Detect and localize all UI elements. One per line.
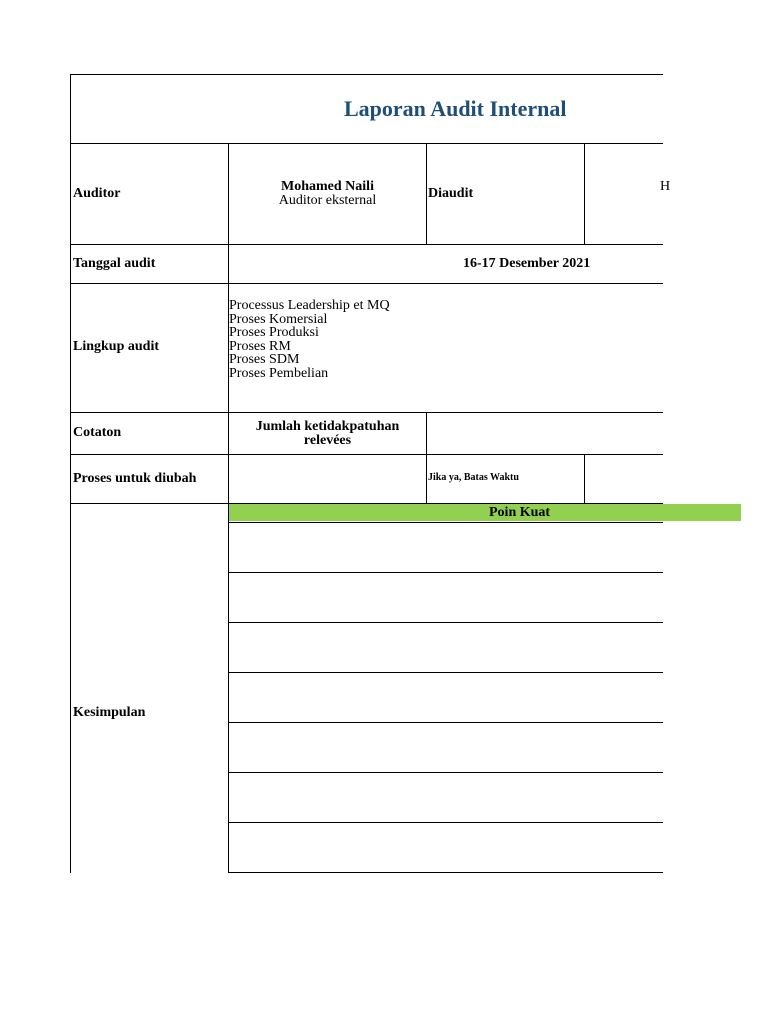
auditor-name: Mohamed Naili bbox=[281, 179, 374, 194]
jumlah-ketidakpatuhan-label bbox=[229, 420, 426, 447]
grid-line-5 bbox=[228, 722, 663, 723]
lingkup-list bbox=[229, 299, 390, 380]
title-bottom-border bbox=[70, 143, 663, 144]
auditor-value-col-border bbox=[426, 143, 427, 244]
lingkup-item: Proses Pembelian bbox=[229, 365, 329, 381]
grid-line-4 bbox=[228, 672, 663, 673]
grid-line-1 bbox=[228, 522, 663, 523]
grid-line-3 bbox=[228, 622, 663, 623]
label-col-border bbox=[228, 143, 229, 873]
jumlah-line-1: Jumlah ketidakpatuhan bbox=[255, 419, 400, 434]
grid-line-6 bbox=[228, 772, 663, 773]
jumlah-line-2: relevées bbox=[303, 432, 352, 448]
lingkup-item: Proses Produksi bbox=[229, 325, 319, 340]
proses-col-border-2 bbox=[584, 454, 585, 503]
jika-ya-label: Jika ya, Batas Waktu bbox=[428, 472, 519, 483]
proses-col-border-1 bbox=[426, 454, 427, 503]
lingkup-label: Lingkup audit bbox=[73, 339, 159, 354]
cotaton-col-border bbox=[426, 412, 427, 454]
tanggal-row-bottom-border bbox=[70, 283, 663, 284]
tanggal-label: Tanggal audit bbox=[73, 256, 156, 271]
lingkup-item: Proses RM bbox=[229, 338, 291, 354]
lingkup-item: Processus Leadership et MQ bbox=[229, 298, 390, 313]
lingkup-row-bottom-border bbox=[70, 412, 663, 413]
diaudit-label: Diaudit bbox=[428, 186, 474, 201]
tanggal-value: 16-17 Desember 2021 bbox=[463, 256, 591, 271]
grid-line-8 bbox=[228, 872, 663, 873]
kesimpulan-label: Kesimpulan bbox=[73, 705, 146, 720]
grid-line-2 bbox=[228, 572, 663, 573]
top-border bbox=[70, 74, 663, 75]
proses-label: Proses untuk diubah bbox=[73, 471, 197, 486]
diaudit-value: H bbox=[660, 179, 671, 194]
poin-kuat-header-fill bbox=[229, 504, 741, 521]
auditor-row-bottom-border bbox=[70, 244, 663, 245]
grid-line-7 bbox=[228, 822, 663, 823]
left-border bbox=[70, 74, 71, 873]
cotaton-label: Cotaton bbox=[73, 425, 122, 440]
lingkup-item: Proses Komersial bbox=[229, 311, 328, 327]
diaudit-col-border bbox=[584, 143, 585, 244]
report-title: Laporan Audit Internal bbox=[344, 96, 567, 121]
auditor-info bbox=[229, 180, 426, 207]
poin-kuat-header: Poin Kuat bbox=[489, 505, 551, 520]
cotaton-row-bottom-border bbox=[70, 454, 663, 455]
auditor-role: Auditor eksternal bbox=[278, 192, 377, 208]
auditor-label: Auditor bbox=[73, 186, 121, 201]
lingkup-item: Proses SDM bbox=[229, 352, 300, 367]
